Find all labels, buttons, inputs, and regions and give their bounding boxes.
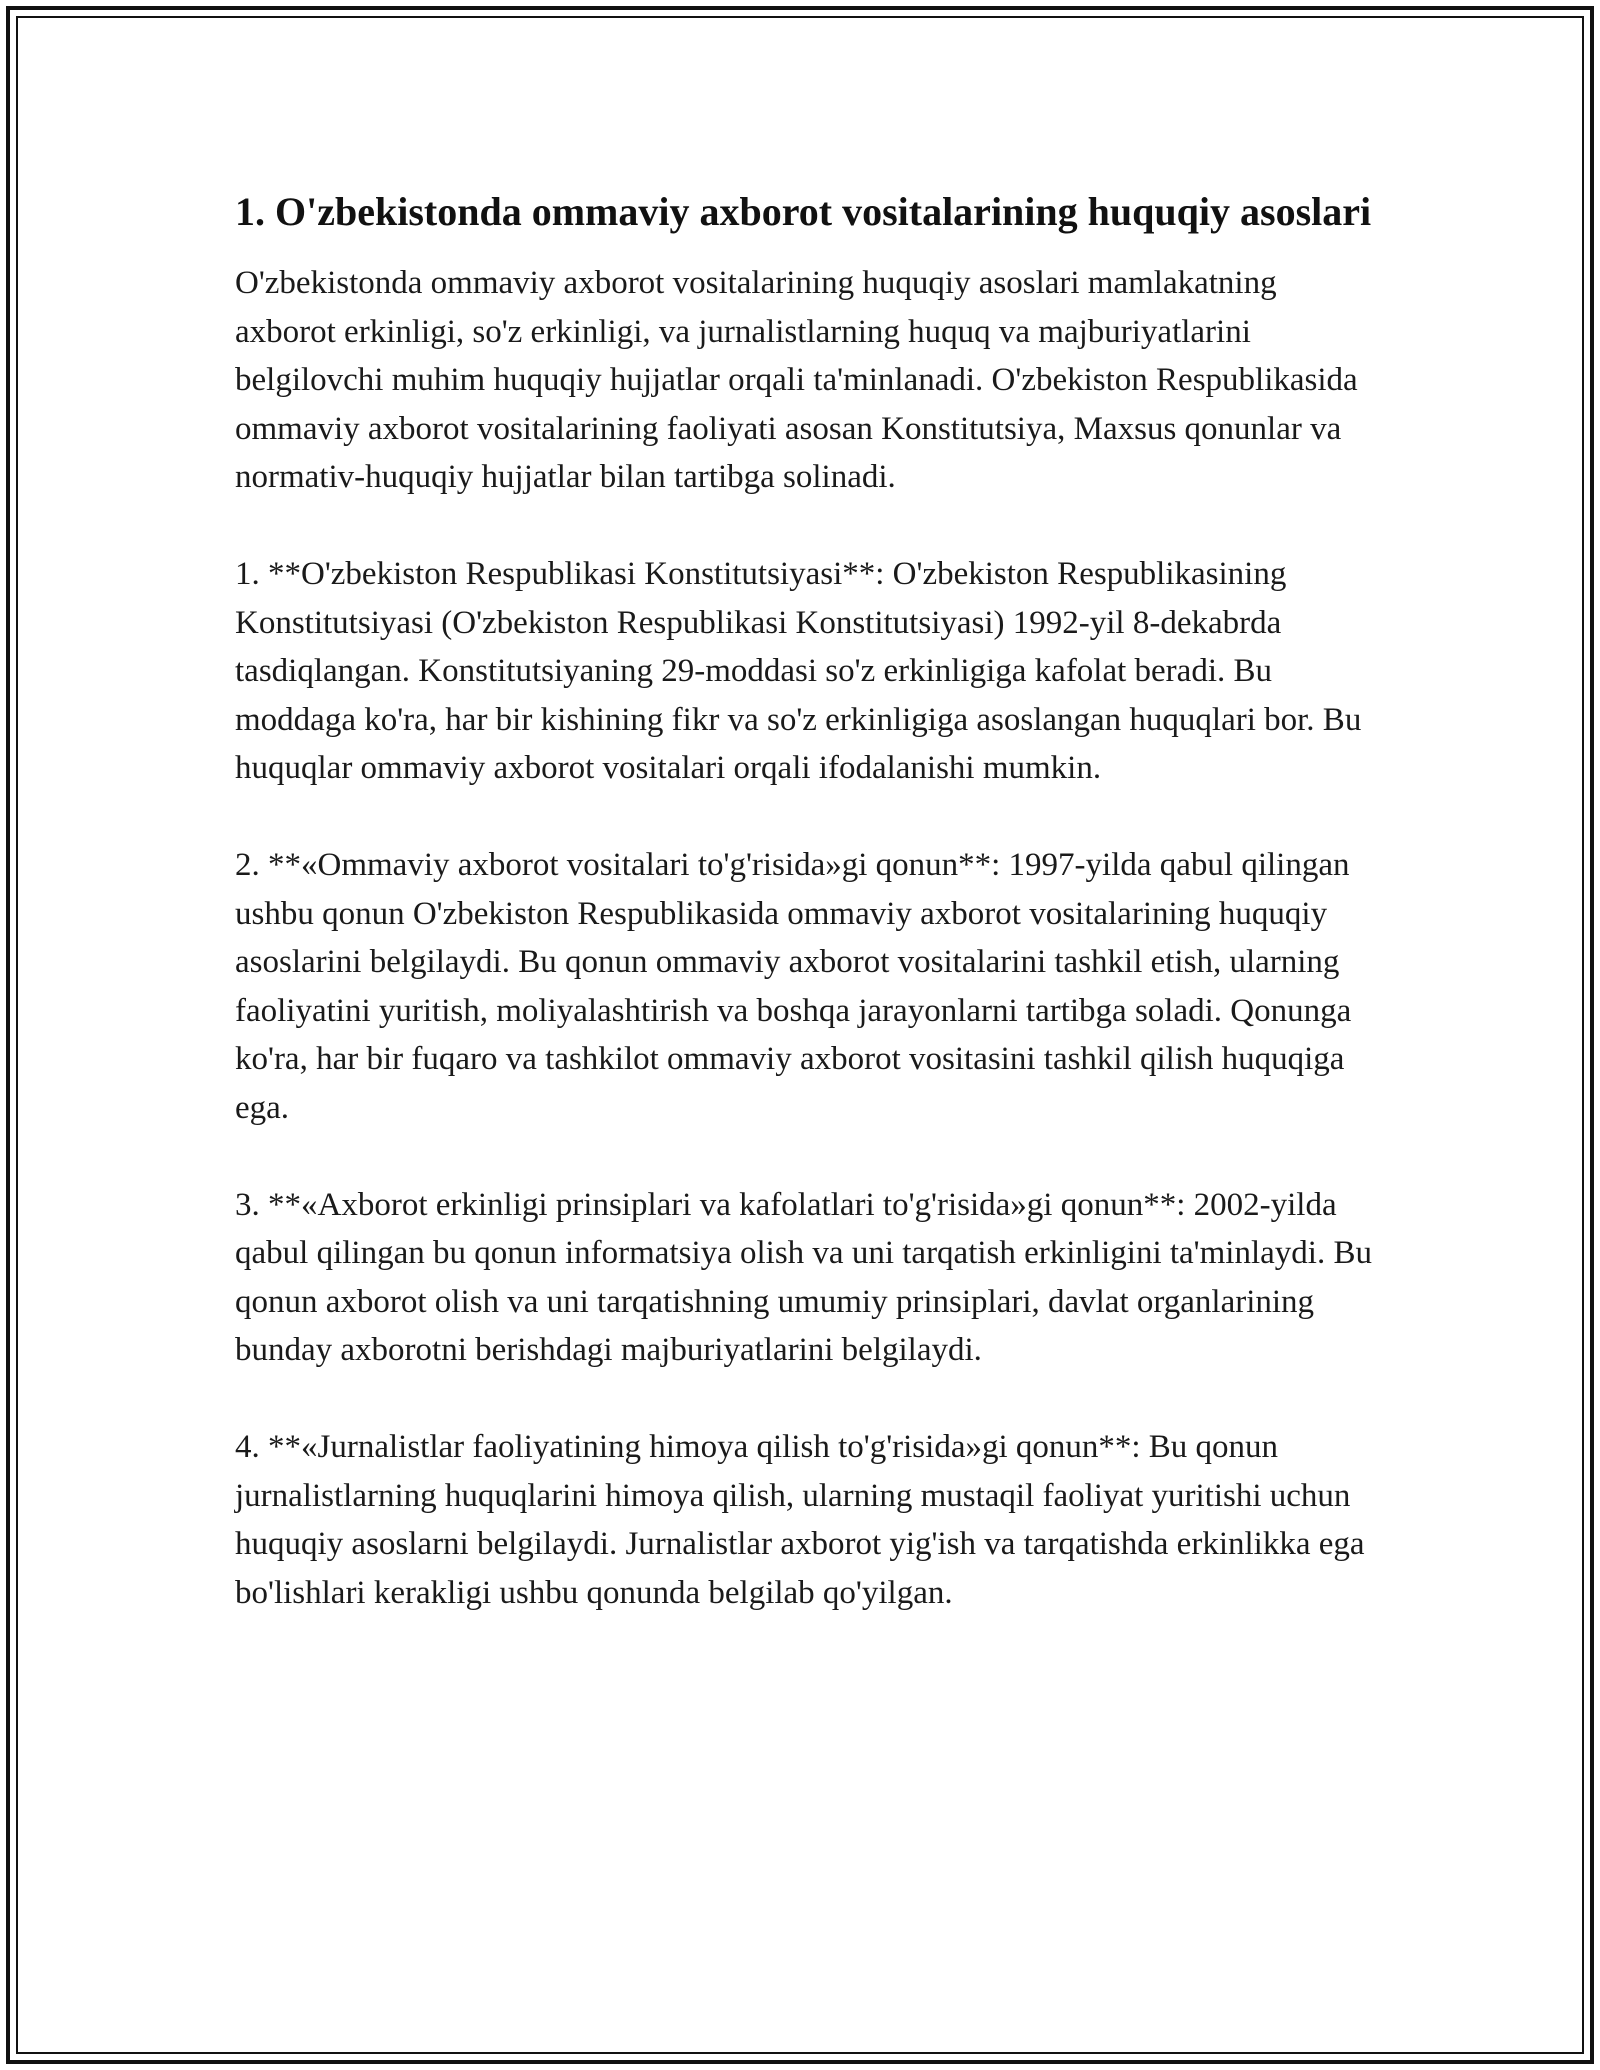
section-heading: 1. O'zbekistonda ommaviy axborot vositalarining huquqiy asoslari bbox=[235, 189, 1372, 234]
media-law-paragraph: 2. **«Ommaviy axborot vositalari to'g'risida»gi qonun**: 1997-yilda qabul qilingan ushbu qonun O'zbekiston Respublikasida ommaviy axborot vositalarining huquqiy asoslarini belgilaydi. Bu qonun ommaviy axborot vositalarini tashkil etish, ularning faoliyatini yuritish, moliyalashtirish va boshqa jarayonlarni tartibga soladi. Qonunga ko'ra, har bir fuqaro va tashkilot ommaviy axborot vositasini tashkil qilish huquqiga ega. bbox=[235, 847, 1352, 1126]
journalists-protection-law-paragraph: 4. **«Jurnalistlar faoliyatining himoya qilish to'g'risida»gi qonun**: Bu qonun jurnalistlarning huquqlarini himoya qilish, ularning mustaqil faoliyat yuritishi uchun huquqiy asoslarni belgilaydi. Jurnalistlar axborot yig'ish va tarqatishda erkinlikka ega bo'lishlari kerakligi ushbu qonunda belgilab qo'yilgan. bbox=[235, 1429, 1365, 1611]
document-body bbox=[235, 185, 1375, 1666]
constitution-paragraph: 1. **O'zbekiston Respublikasi Konstitutsiyasi**: O'zbekiston Respublikasining Konstitutsiyasi (O'zbekiston Respublikasi Konstitutsiyasi) 1992-yil 8-dekabrda tasdiqlangan. Konstitutsiyaning 29-moddasi so'z erkinligiga kafolat beradi. Bu moddaga ko'ra, har bir kishining fikr va so'z erkinligiga asoslangan huquqlari bor. Bu huquqlar ommaviy axborot vositalari orqali ifodalanishi mumkin. bbox=[235, 556, 1362, 786]
information-freedom-law-paragraph: 3. **«Axborot erkinligi prinsiplari va kafolatlari to'g'risida»gi qonun**: 2002-yilda qabul qilingan bu qonun informatsiya olish va uni tarqatish erkinligini ta'minlaydi. Bu qonun axborot olish va uni tarqatishning umumiy prinsiplari, davlat organlarining bunday axborotni berishdagi majburiyatlarini belgilaydi. bbox=[235, 1186, 1372, 1368]
intro-paragraph: O'zbekistonda ommaviy axborot vositalarining huquqiy asoslari mamlakatning axborot erkinligi, so'z erkinligi, va jurnalistlarning huquq va majburiyatlarini belgilovchi muhim huquqiy hujjatlar orqali ta'minlanadi. O'zbekiston Respublikasida ommaviy axborot vositalarining faoliyati asosan Konstitutsiya, Maxsus qonunlar va normativ-huquqiy hujjatlar bilan tartibga solinadi. bbox=[235, 265, 1358, 495]
